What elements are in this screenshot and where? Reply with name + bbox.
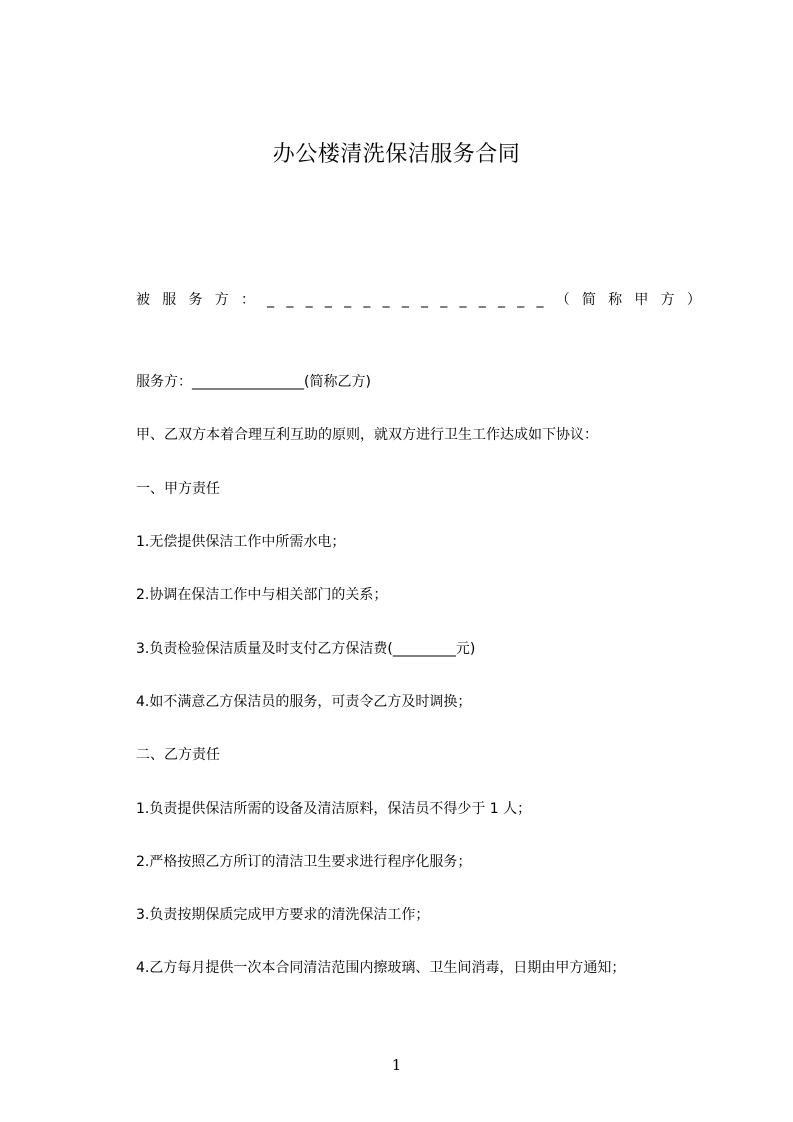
page-number: 1: [391, 1056, 402, 1074]
intro-paragraph: 甲、乙双方本着合理互利互助的原则，就双方进行卫生工作达成如下协议：: [136, 427, 598, 443]
party-a-char: _: [459, 292, 467, 308]
party-a-char: _: [363, 292, 371, 308]
party-a-char: _: [267, 292, 275, 308]
party-a-char: ）: [686, 292, 701, 308]
party-a-char: _: [517, 292, 525, 308]
section-heading-party-b: 二、乙方责任: [136, 747, 220, 763]
clause-a1: 1.无偿提供保洁工作中所需水电；: [136, 534, 346, 550]
clause-a2: 2.协调在保洁工作中与相关部门的关系；: [136, 587, 388, 603]
party-a-char: _: [286, 292, 294, 308]
party-a-char: ：: [240, 292, 255, 308]
party-a-char: 务: [188, 292, 203, 308]
document-title: 办公楼清洗保洁服务合同: [272, 142, 521, 167]
clause-b1: 1.负责提供保洁所需的设备及清洁原料，保洁员不得少于 1 人；: [136, 801, 532, 817]
party-a-char: _: [440, 292, 448, 308]
clause-a4: 4.如不满意乙方保洁员的服务，可责令乙方及时调换；: [136, 694, 472, 710]
party-a-char: （: [555, 292, 570, 308]
party-a-char: _: [401, 292, 409, 308]
clause-a3: 3.负责检验保洁质量及时支付乙方保洁费(_________元): [136, 641, 476, 657]
party-a-char: _: [344, 292, 352, 308]
party-a-char: 方: [660, 292, 675, 308]
party-a-char: _: [421, 292, 429, 308]
party-b-line: 服务方：________________(简称乙方): [136, 374, 371, 390]
clause-b2: 2.严格按照乙方所订的清洁卫生要求进行程序化服务；: [136, 854, 472, 870]
party-a-char: _: [497, 292, 505, 308]
party-a-char: 服: [162, 292, 177, 308]
party-a-char: 甲: [634, 292, 649, 308]
party-a-char: 方: [214, 292, 229, 308]
party-a-char: 称: [608, 292, 623, 308]
party-a-char: _: [536, 292, 544, 308]
clause-b3: 3.负责按期保质完成甲方要求的清洗保洁工作；: [136, 907, 430, 923]
party-a-char: 简: [581, 292, 596, 308]
section-heading-party-a: 一、甲方责任: [136, 481, 220, 497]
party-a-char: 被: [136, 292, 150, 308]
party-a-char: _: [478, 292, 486, 308]
clause-b4: 4.乙方每月提供一次本合同清洁范围内擦玻璃、卫生间消毒，日期由甲方通知；: [136, 960, 626, 976]
party-a-char: _: [305, 292, 313, 308]
party-a-line: [136, 290, 701, 310]
party-a-char: _: [382, 292, 390, 308]
party-a-char: _: [324, 292, 332, 308]
